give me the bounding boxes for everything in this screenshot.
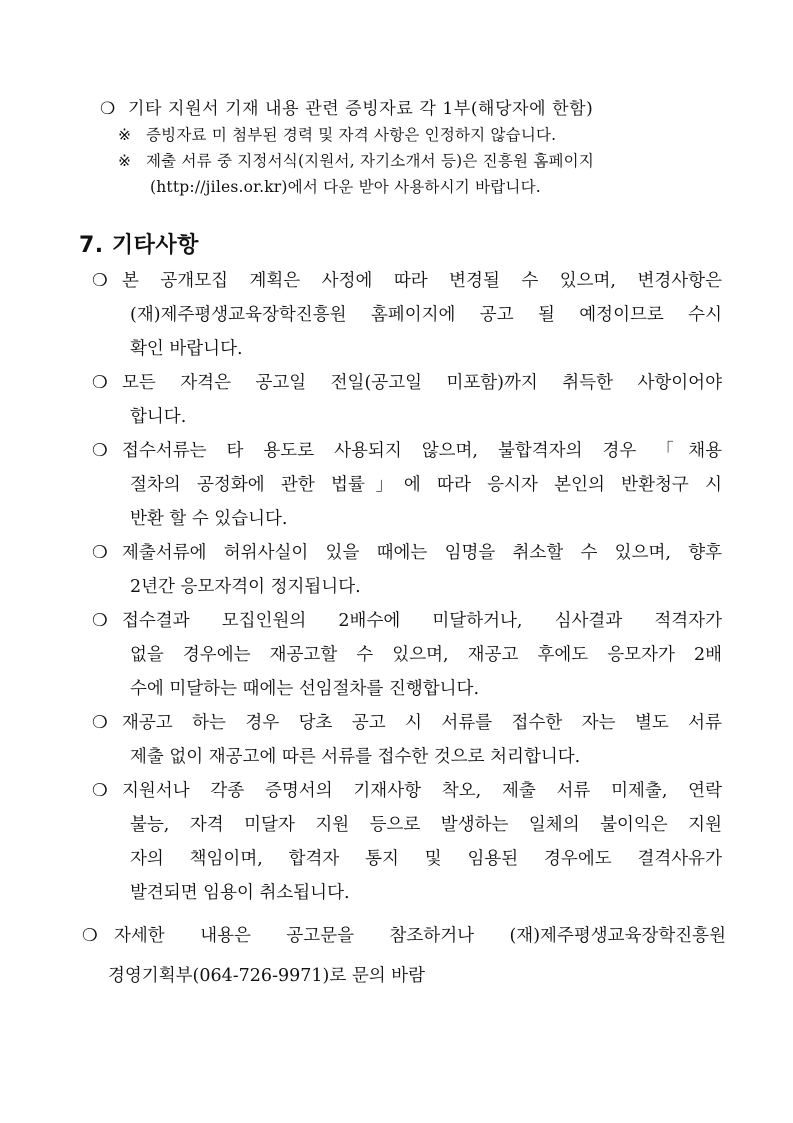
item-line: 2년간 응모자격이 정지됩니다. [130, 577, 361, 597]
note-item [118, 148, 710, 200]
circle-bullet-icon: ❍ [92, 611, 108, 631]
circle-bullet-icon: ❍ [92, 441, 108, 461]
circle-bullet-icon: ❍ [82, 926, 98, 946]
item-line: 제출 없이 재공고에 따른 서류를 접수한 것으로 처리합니다. [130, 747, 581, 767]
item-line: 수에 미달하는 때에는 선임절차를 진행합니다. [130, 679, 480, 699]
note-item [118, 122, 710, 148]
item-line: 재공고 하는 경우 당초 공고 시 서류를 접수한 자는 별도 서류 [122, 713, 722, 733]
attachment-item [100, 96, 710, 122]
note-line: 증빙자료 미 첨부된 경력 및 자격 사항은 인정하지 않습니다. [146, 126, 557, 144]
item-line: 자의 책임이며, 합격자 통지 및 임용된 경우에도 결격사유가 [130, 849, 722, 869]
item-line: 절차의 공정화에 관한 법률」에 따라 응시자 본인의 반환청구 시 [130, 475, 722, 495]
contact-info [82, 916, 732, 996]
item-line: 제출서류에 허위사실이 있을 때에는 임명을 취소할 수 있으며, 향후 [122, 543, 722, 563]
reference-mark-icon: ※ [118, 126, 132, 144]
contact-line: 경영기획부(064-726-9971)로 문의 바람 [108, 966, 425, 986]
attachment-block [100, 96, 710, 200]
item-line: 반환 할 수 있습니다. [130, 509, 288, 529]
reference-mark-icon: ※ [118, 152, 132, 170]
note-line: 제출 서류 중 지정서식(지원서, 자기소개서 등)은 진흥원 홈페이지 [146, 152, 595, 170]
item-line: 접수서류는 타 용도로 사용되지 않으며, 불합격자의 경우 「채용 [122, 441, 722, 461]
notice-list [92, 264, 724, 910]
item-line: 불능, 자격 미달자 지원 등으로 발생하는 일체의 불이익은 지원 [130, 815, 722, 835]
circle-bullet-icon: ❍ [92, 543, 108, 563]
list-item [92, 604, 724, 706]
circle-bullet-icon: ❍ [92, 713, 108, 733]
contact-line: 자세한 내용은 공고문을 참조하거나 (재)제주평생교육장학진흥원 [114, 926, 726, 946]
item-line: 접수결과 모집인원의 2배수에 미달하거나, 심사결과 적격자가 [122, 611, 722, 631]
item-line: 없을 경우에는 재공고할 수 있으며, 재공고 후에도 응모자가 2배 [130, 645, 722, 665]
list-item [92, 536, 724, 604]
circle-bullet-icon: ❍ [100, 99, 116, 119]
item-line: (재)제주평생교육장학진흥원 홈페이지에 공고 될 예정이므로 수시 [130, 305, 722, 325]
attachment-item-text: 기타 지원서 기재 내용 관련 증빙자료 각 1부(해당자에 한함) [128, 99, 594, 119]
note-line: (http://jiles.or.kr)에서 다운 받아 사용하시기 바랍니다. [150, 178, 541, 196]
circle-bullet-icon: ❍ [92, 373, 108, 393]
item-line: 지원서나 각종 증명서의 기재사항 착오, 제출 서류 미제출, 연락 [122, 781, 722, 801]
circle-bullet-icon: ❍ [92, 781, 108, 801]
item-line: 본 공개모집 계획은 사정에 따라 변경될 수 있으며, 변경사항은 [122, 271, 722, 291]
section-heading: 7. 기타사항 [79, 233, 199, 258]
item-line: 모든 자격은 공고일 전일(공고일 미포함)까지 취득한 사항이어야 [122, 373, 722, 393]
item-line: 합니다. [130, 407, 187, 427]
circle-bullet-icon: ❍ [92, 271, 108, 291]
list-item [92, 706, 724, 774]
list-item [92, 264, 724, 366]
list-item [92, 434, 724, 536]
list-item [92, 366, 724, 434]
list-item [92, 774, 724, 910]
item-line: 발견되면 임용이 취소됩니다. [130, 883, 350, 903]
item-line: 확인 바랍니다. [130, 339, 243, 359]
